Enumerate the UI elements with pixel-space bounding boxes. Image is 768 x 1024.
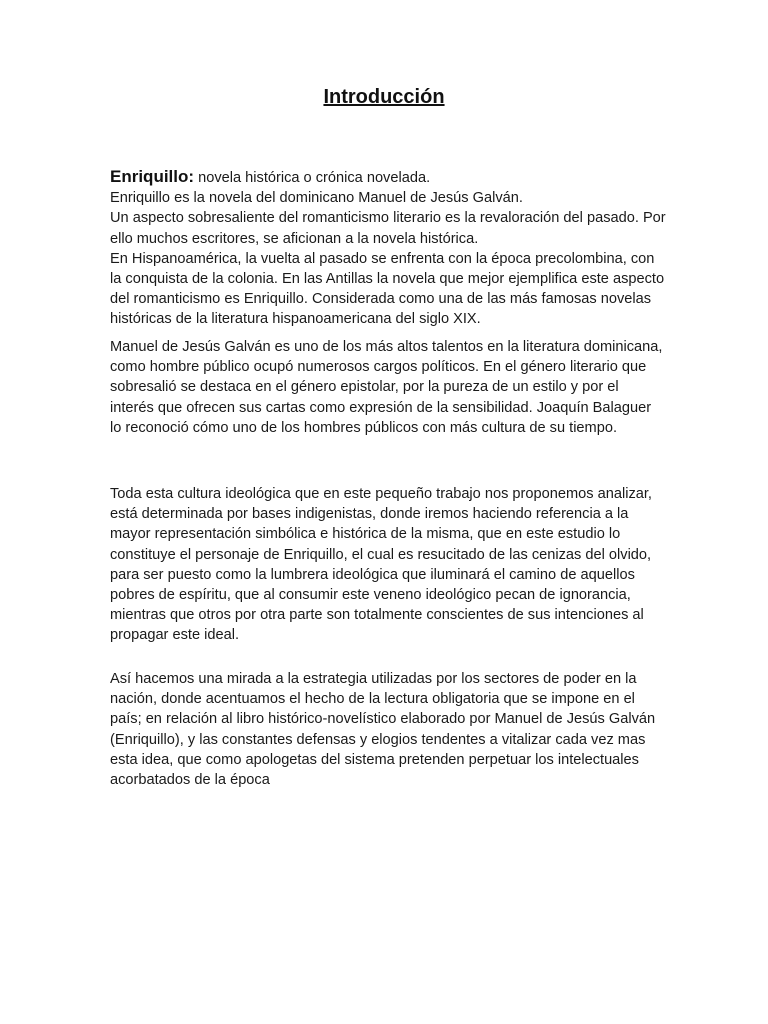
intro-line-3: En Hispanoamérica, la vuelta al pasado se enfrenta con la época precolombina, con la conquista de la colonia. En las Antillas la novela que mejor ejemplifica este aspecto del romanticismo es Enriquillo. Considerada como una de las más famosas novelas históricas de la literatura hispanoamericana del siglo XIX. <box>110 250 665 328</box>
intro-line-1: Enriquillo es la novela del dominicano Manuel de Jesús Galván. <box>110 190 523 207</box>
intro-definition <box>110 167 666 188</box>
paragraph-ideology <box>110 484 666 646</box>
intro-line-2: Un aspecto sobresaliente del romanticismo literario es la revaloración del pasado. Por ello muchos escritores, se aficionan a la novela histórica. <box>110 210 666 247</box>
paragraph-text: Manuel de Jesús Galván es uno de los más altos talentos en la literatura dominicana, como hombre público ocupó numerosos cargos políticos. En el género literario que sobresalió se destaca en el género epistolar, por la pureza de un estilo y por el interés que ofrecen sus cartas como expresión de la sensibilidad. Joaquín Balaguer lo reconoció cómo uno de los hombres públicos con más cultura de su tiempo. <box>110 339 663 436</box>
paragraph-text: Así hacemos una mirada a la estrategia utilizadas por los sectores de poder en la nación, donde acentuamos el hecho de la lectura obligatoria que se impone en el país; en relación al libro histórico-novelístico elaborado por Manuel de Jesús Galván (Enriquillo), y las constantes defensas y elogios tendentes a vitalizar cada vez mas esta idea, que como apologetas del sistema pretenden perpetuar los intelectuales acorbatados de la época <box>110 671 656 789</box>
intro-section <box>110 167 666 330</box>
paragraph-text: Toda esta cultura ideológica que en este pequeño trabajo nos proponemos analizar, está determinada por bases indigenistas, donde iremos haciendo referencia a la mayor representación simbólica e histórica de la misma, que en este estudio lo constituye el personaje de Enriquillo, el cual es resucitado de las cenizas del olvido, para ser puesto como la lumbrera ideológica que iluminará el camino de aquellos pobres de espíritu, que al consumir este veneno ideológico pecan de ignorancia, mientras que otros por otra parte son totalmente conscientes de sus intenciones al propagar este ideal. <box>110 486 652 644</box>
intro-term: Enriquillo: <box>110 167 195 186</box>
page-title: Introducción <box>323 86 445 108</box>
paragraph-galvan <box>110 337 666 438</box>
intro-term-description: novela histórica o crónica novelada. <box>194 170 431 186</box>
paragraph-strategy <box>110 669 666 790</box>
